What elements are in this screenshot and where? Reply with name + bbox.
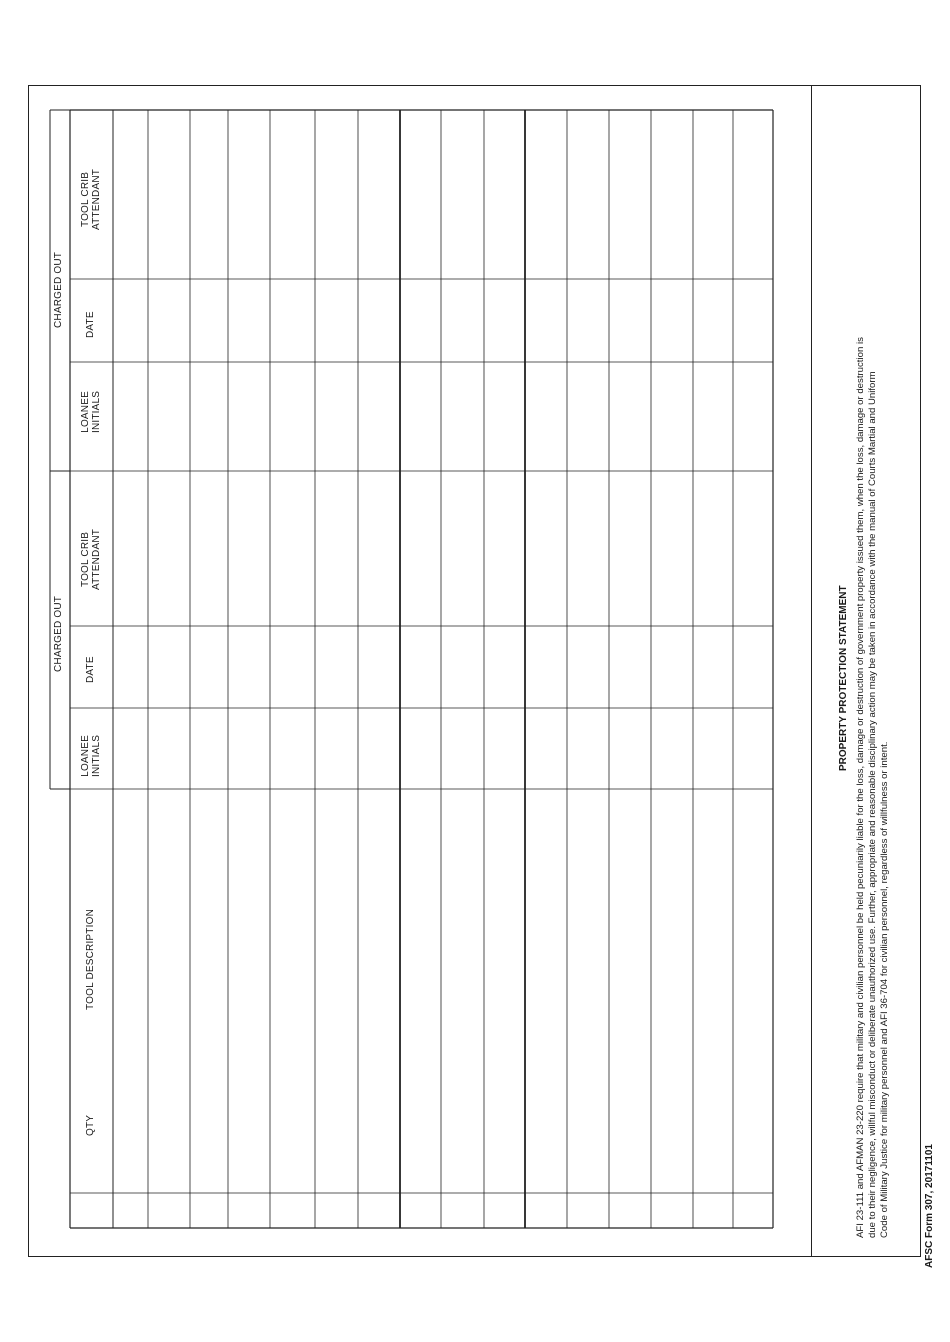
header-attendant-line-1: TOOL CRIB	[80, 531, 91, 588]
header-attendant-2	[80, 169, 102, 230]
statement-line: AFI 23-111 and AFMAN 23-220 require that military and civilian personnel be held pecuniarily liable for the loss, damage or destruction of government property issued them, when the loss, damage or destruction is	[855, 337, 866, 1238]
header-attendant-line-1: TOOL CRIB	[80, 171, 91, 228]
header-loanee-line-2: INITIALS	[91, 390, 102, 433]
header-attendant-line-2: ATTENDANT	[91, 168, 102, 230]
header-charged-out-group-1: CHARGED OUT	[53, 595, 64, 672]
statement-line: Code of Military Justice for military personnel and AFI 36-704 for civilian personnel, regardless of willfulness or intent.	[879, 741, 890, 1238]
header-loanee-line-1: LOANEE	[80, 735, 91, 777]
header-qty: QTY	[85, 1114, 96, 1136]
header-date-2: DATE	[85, 311, 96, 338]
header-loanee-line-2: INITIALS	[91, 734, 102, 777]
form-identifier: AFSC Form 307, 20171101	[924, 1144, 935, 1268]
header-loanee-initials-2	[80, 391, 102, 433]
header-attendant-1	[80, 529, 102, 590]
statement-body	[855, 337, 891, 1238]
statement-title: PROPERTY PROTECTION STATEMENT	[838, 585, 849, 771]
statement-line: due to their negligence, willful misconduct or deliberate unauthorized use. Further, appropriate and reasonable disciplinary action may be taken in accordance with the manual of Courts Martial and Uniform	[867, 371, 878, 1238]
header-tool-description: TOOL DESCRIPTION	[85, 909, 96, 1010]
header-attendant-line-2: ATTENDANT	[91, 528, 102, 590]
header-loanee-line-1: LOANEE	[80, 391, 91, 433]
header-loanee-initials-1	[80, 735, 102, 777]
header-charged-out-group-2: CHARGED OUT	[53, 251, 64, 328]
header-date-1: DATE	[85, 656, 96, 683]
